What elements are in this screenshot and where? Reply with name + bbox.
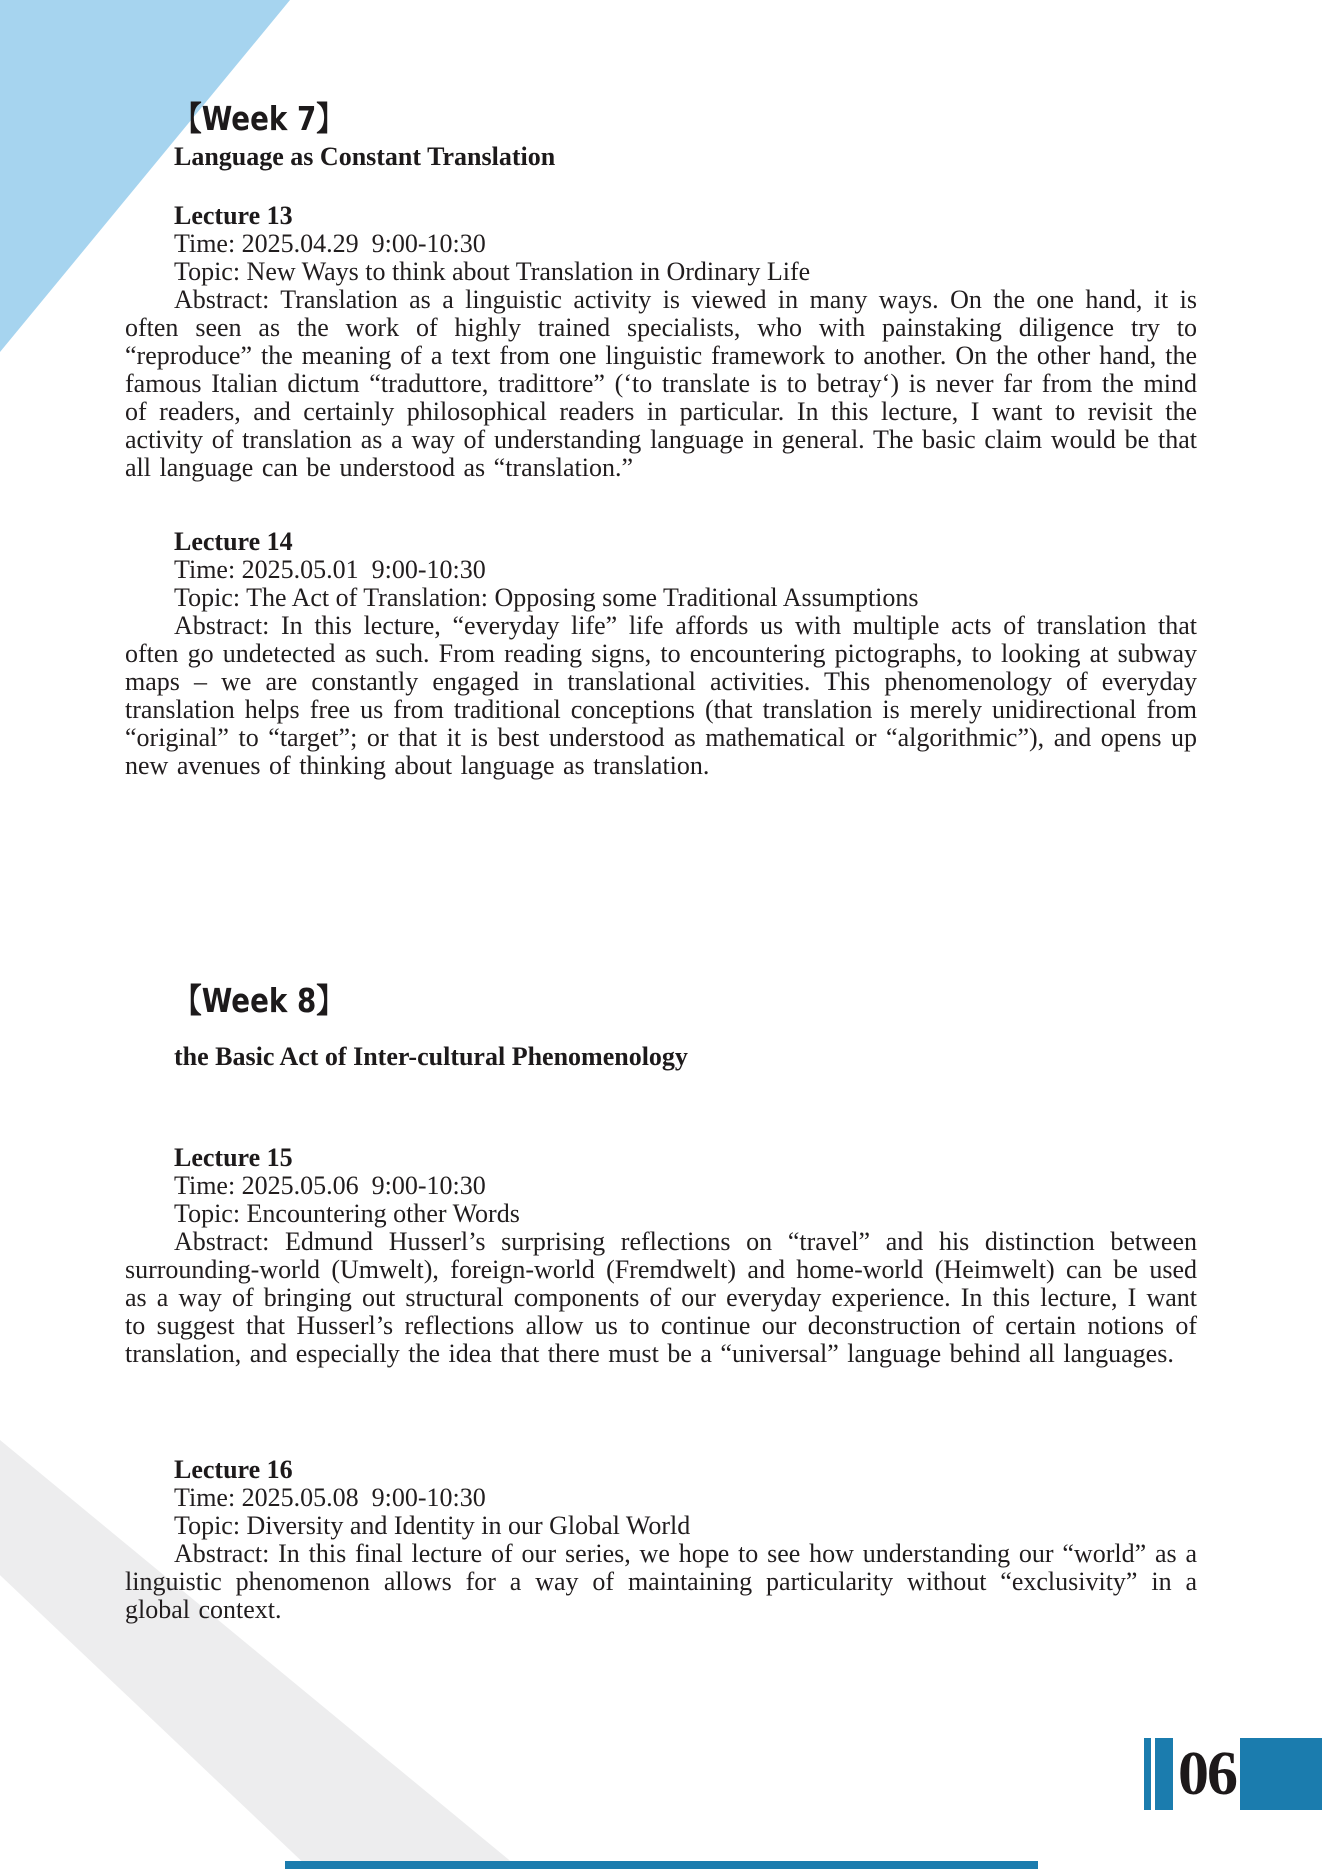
section-week-8 [125,978,1197,1624]
lecture-16-block [125,1456,1197,1624]
lecture-13-block [125,202,1197,482]
week-7-subtitle: Language as Constant Translation [174,142,556,171]
week-7-title: 【Week 7】 [174,99,345,138]
lecture-15-topic: Topic: Encountering other Words [174,1199,520,1228]
lecture-14-abstract: Abstract: In this lecture, “everyday life” life affords us with multiple acts of translation that often go undetected as such. From reading signs, to encountering pictographs, to looking at subway maps – we are constantly engaged in translational activities. This phenomenology of everyday translation helps free us from traditional conceptions (that translation is merely unidirectional from “original” to “target”; or that it is best understood as mathematical or “algorithmic”), and opens up new avenues of thinking about language as translation. [125,611,1197,780]
page-content [125,96,1197,1624]
lecture-14-topic: Topic: The Act of Translation: Opposing some Traditional Assumptions [174,583,919,612]
page-number: 06 [1178,1740,1236,1808]
lecture-13-abstract: Abstract: Translation as a linguistic activity is viewed in many ways. On the one hand, it is often seen as the work of highly trained specialists, who with painstaking diligence try to “reproduce” the meaning of a text from one linguistic framework to another. On the other hand, the famous Italian dictum “traduttore, tradittore” (‘to translate is to betray‘) is never far from the mind of readers, and certainly philosophical readers in particular. In this lecture, I want to revisit the activity of translation as a way of understanding language in general. The basic claim would be that all language can be understood as “translation.” [125,285,1197,482]
lecture-16-time: Time: 2025.05.08 9:00-10:30 [174,1483,486,1512]
lecture-15-abstract: Abstract: Edmund Husserl’s surprising reflections on “travel” and his distinction between surrounding-world (Umwelt), foreign-world (Fremdwelt) and home-world (Heimwelt) can be used as a way of bringing out structural components of our everyday experience. In this lecture, I want to suggest that Husserl’s reflections allow us to continue our deconstruction of certain notions of translation, and especially the idea that there must be a “universal” language behind all languages. [125,1227,1197,1368]
lecture-15-block [125,1144,1197,1368]
lecture-14-block [125,528,1197,780]
lecture-16-abstract: Abstract: In this final lecture of our series, we hope to see how understanding our “world” as a linguistic phenomenon allows for a way of maintaining particularity without “exclusivity” in a global context. [125,1539,1197,1624]
page-number-bar-thin [1144,1738,1151,1810]
lecture-15-title: Lecture 15 [174,1143,293,1172]
page-number-bar-thick [1155,1738,1173,1810]
section-week-7 [125,96,1197,780]
week-8-title: 【Week 8】 [174,981,345,1020]
page-number-rectangle [1240,1738,1322,1810]
bottom-edge-strip-decoration [285,1861,1038,1869]
lecture-15-time: Time: 2025.05.06 9:00-10:30 [174,1171,486,1200]
lecture-14-title: Lecture 14 [174,527,293,556]
lecture-16-topic: Topic: Diversity and Identity in our Global World [174,1511,691,1540]
lecture-14-time: Time: 2025.05.01 9:00-10:30 [174,555,486,584]
lecture-16-title: Lecture 16 [174,1455,293,1484]
lecture-13-topic: Topic: New Ways to think about Translation in Ordinary Life [174,257,811,286]
lecture-13-title: Lecture 13 [174,201,293,230]
lecture-13-time: Time: 2025.04.29 9:00-10:30 [174,229,486,258]
week-8-subtitle: the Basic Act of Inter-cultural Phenomenology [174,1042,688,1071]
